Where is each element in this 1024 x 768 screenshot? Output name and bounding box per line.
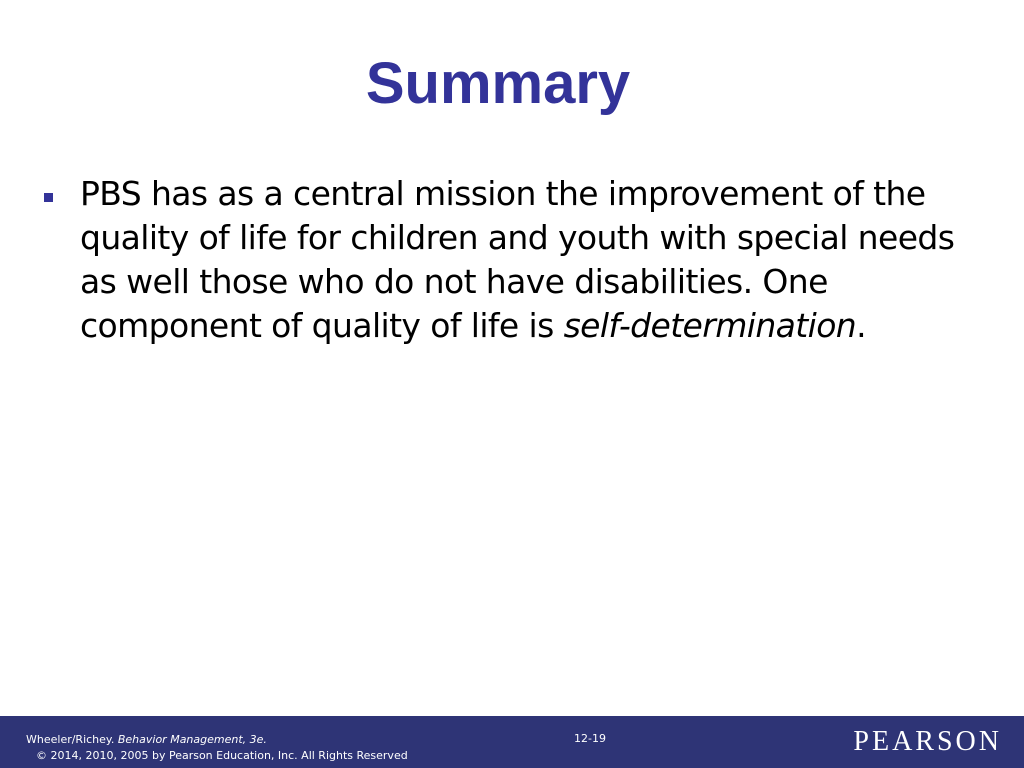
- bullet-text-end: .: [856, 306, 866, 345]
- slide-body: [40, 172, 970, 348]
- pearson-logo: PEARSON: [853, 726, 1002, 757]
- bullet-text-main: PBS has as a central mission the improvement of the quality of life for children and youth with special needs as well those who do not have disabilities. One component of quality of life is: [80, 174, 955, 345]
- bullet-text-emphasis: self-determination: [563, 306, 857, 345]
- footer-bar: [0, 716, 1024, 768]
- footer-authors: Wheeler/Richey.: [26, 733, 118, 746]
- square-bullet-icon: [44, 193, 53, 202]
- bullet-text: [80, 174, 954, 345]
- page-number: 12-19: [574, 732, 606, 745]
- footer-copyright: © 2014, 2010, 2005 by Pearson Education, Inc. All Rights Reserved: [36, 749, 408, 762]
- bullet-item: [40, 172, 970, 348]
- slide-title: Summary: [365, 51, 631, 116]
- footer-book-title: Behavior Management, 3e.: [117, 733, 267, 746]
- footer-citation: [26, 733, 267, 746]
